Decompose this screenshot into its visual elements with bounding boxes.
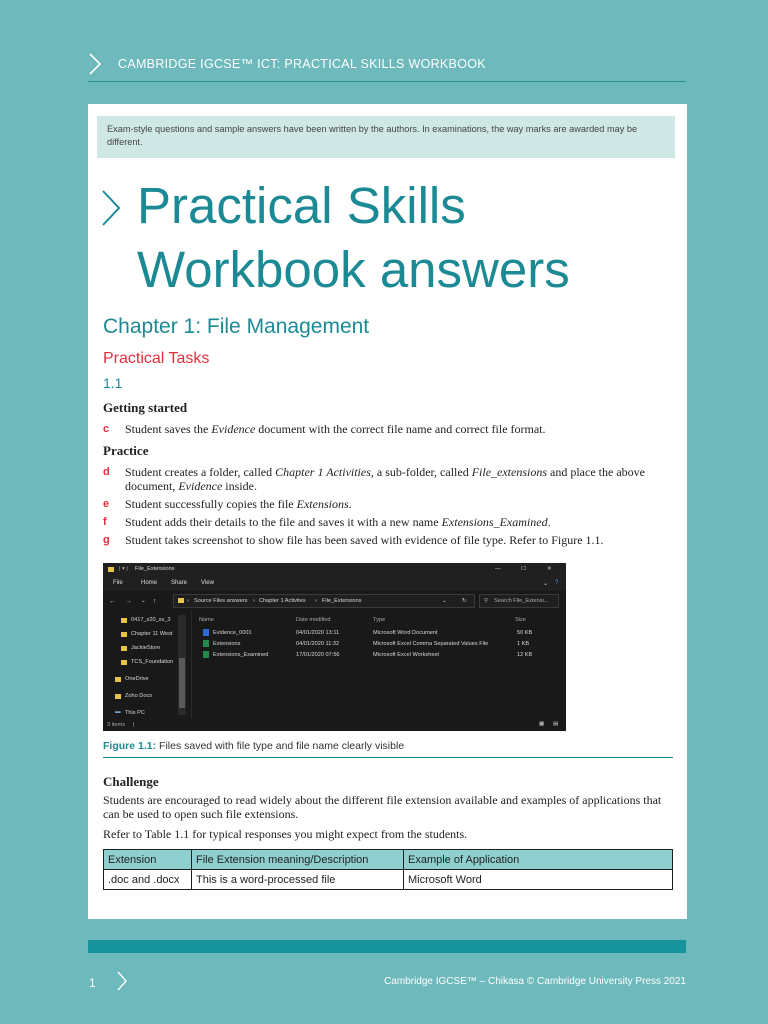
sidebar-item[interactable]: OneDrive (125, 676, 149, 682)
navigation-pane (103, 611, 187, 719)
search-input[interactable] (479, 594, 559, 608)
table-header: Extension (104, 850, 192, 870)
file-type: Microsoft Word Document (373, 630, 438, 636)
main-title (100, 174, 680, 302)
scrollbar-thumb[interactable] (179, 658, 185, 708)
challenge-paragraph-2: Refer to Table 1.1 for typical responses you might expect from the students. (103, 827, 468, 841)
main-title-line2: Workbook answers (137, 241, 570, 298)
tab-share[interactable]: Share (171, 580, 188, 586)
folder-icon (178, 598, 184, 603)
file-explorer-screenshot (103, 563, 566, 731)
sidebar-item[interactable]: This PC (125, 710, 145, 716)
help-icon[interactable]: ? (555, 580, 559, 586)
file-date: 17/01/2020 07:56 (296, 652, 340, 658)
minimize-icon[interactable]: — (495, 566, 501, 572)
divider (103, 757, 673, 758)
chevron-right-icon (88, 52, 102, 76)
refresh-icon[interactable]: ↻ (462, 598, 467, 604)
table-header: File Extension meaning/Description (192, 850, 404, 870)
page-number: 1 (89, 976, 96, 990)
file-size: 12 KB (517, 652, 533, 658)
file-size: 1 KB (517, 641, 530, 647)
details-view-icon[interactable]: ▦ (539, 721, 545, 727)
status-item-count: 3 items (107, 722, 126, 728)
extension-table (103, 849, 673, 890)
sidebar-item[interactable]: 0417_s20_ss_3 (131, 617, 171, 623)
challenge-heading: Challenge (103, 774, 159, 789)
ribbon-tabs (103, 577, 566, 591)
list-item-g: g Student takes screenshot to show file has been saved with evidence of file type. Refer to Figure 1.1. (103, 533, 604, 547)
file-type: Microsoft Excel Worksheet (373, 652, 440, 658)
window-titlebar: | ▾ | File_Extensions — ☐ ✕ (103, 563, 566, 577)
sidebar-item[interactable]: JackieStore (131, 645, 161, 651)
pc-icon: ▬ (115, 709, 121, 715)
recent-dropdown-icon[interactable]: ⌄ (141, 598, 146, 604)
maximize-icon[interactable]: ☐ (521, 566, 527, 572)
running-header (88, 48, 686, 82)
window-title: File_Extensions (135, 566, 175, 572)
file-type: Microsoft Excel Comma Separated Values File (373, 641, 489, 647)
file-size: 50 KB (517, 630, 533, 636)
chevron-down-icon[interactable]: ⌄ (543, 581, 549, 587)
column-header-size[interactable]: Size (515, 617, 526, 623)
table-cell: Microsoft Word (404, 870, 673, 890)
file-name: Extensions_Examined (213, 652, 269, 658)
chapter-heading: Chapter 1: File Management (103, 315, 370, 338)
list-item-d: d Student creates a folder, called Chapter 1 Activities, a sub-folder, called File_extensions and place the above document, Evidence inside. (103, 465, 645, 493)
column-header-type[interactable]: Type (373, 617, 386, 623)
tab-file[interactable]: File (113, 580, 123, 586)
sidebar-item[interactable]: Chapter 11 West (131, 631, 173, 637)
tab-view[interactable]: View (201, 580, 214, 586)
figure-caption: Figure 1.1: Files saved with file type and file name clearly visible (103, 740, 405, 752)
file-date: 04/01/2020 13:11 (296, 630, 340, 636)
file-date: 04/01/2020 11:32 (296, 641, 340, 647)
tab-home[interactable]: Home (141, 580, 158, 586)
list-item-f: f Student adds their details to the file and saves it with a new name Extensions_Examined. (103, 515, 551, 529)
column-header-name[interactable]: Name (199, 617, 214, 623)
section-heading: Practical Tasks (103, 350, 210, 367)
subsection-number: 1.1 (103, 375, 123, 391)
search-icon: ⚲ (484, 598, 489, 604)
search-placeholder: Search File_Extensi... (494, 598, 549, 604)
challenge-paragraph: Students are encouraged to read widely about the different file extension available and examples of applications that can be used to open such file extensions. (103, 793, 662, 821)
file-name: Evidence_0001 (213, 630, 252, 636)
chevron-right-icon (100, 188, 122, 228)
table-cell: This is a word-processed file (192, 870, 404, 890)
footer-copyright: Cambridge IGCSE™ – Chikasa © Cambridge University Press 2021 (384, 976, 686, 987)
breadcrumb-item[interactable]: File_Extensions (322, 598, 362, 604)
practice-heading: Practice (103, 443, 149, 458)
status-bar: 3 items | ▦ ▤ (103, 719, 566, 731)
file-icon (203, 640, 209, 647)
breadcrumb-item[interactable]: Source Files answers (194, 598, 248, 604)
sidebar-item[interactable]: Zoho Docs (125, 693, 153, 699)
main-title-line1: Practical Skills (137, 177, 466, 234)
file-icon (203, 651, 209, 658)
item-letter: c (103, 423, 110, 435)
file-icon (203, 629, 209, 636)
up-arrow-icon[interactable]: ↑ (153, 598, 157, 605)
chevron-right-icon (116, 970, 128, 992)
file-name: Extensions (213, 641, 241, 647)
table-row (104, 870, 673, 890)
getting-started-heading: Getting started (103, 400, 188, 415)
address-bar[interactable]: › Source Files answers › Chapter 1 Activites › File_Extensions ⌄ ↻ (173, 594, 475, 608)
list-item-e: e Student successfully copies the file Extensions. (103, 497, 352, 511)
footer-bar (88, 940, 686, 953)
table-header: Example of Application (404, 850, 673, 870)
list-item-c: c Student saves the Evidence document with the correct file name and correct file format. (103, 422, 546, 436)
forward-arrow-icon[interactable]: → (125, 598, 132, 605)
chevron-down-icon[interactable]: ⌄ (442, 598, 447, 604)
back-arrow-icon[interactable]: ← (109, 598, 116, 605)
breadcrumb-item[interactable]: Chapter 1 Activites (259, 598, 306, 604)
column-header-date[interactable]: Date modified (296, 617, 331, 623)
close-icon[interactable]: ✕ (547, 566, 552, 572)
tiles-view-icon[interactable]: ▤ (553, 721, 559, 727)
sidebar-item[interactable]: TCS_Foundation (131, 659, 174, 665)
folder-icon (108, 567, 114, 572)
notice-box: Exam-style questions and sample answers have been written by the authors. In examinations, the way marks are awarded may be different. (97, 116, 675, 158)
header-title: CAMBRIDGE IGCSE™ ICT: PRACTICAL SKILLS WORKBOOK (118, 57, 486, 71)
table-cell: .doc and .docx (104, 870, 192, 890)
page (88, 104, 687, 919)
